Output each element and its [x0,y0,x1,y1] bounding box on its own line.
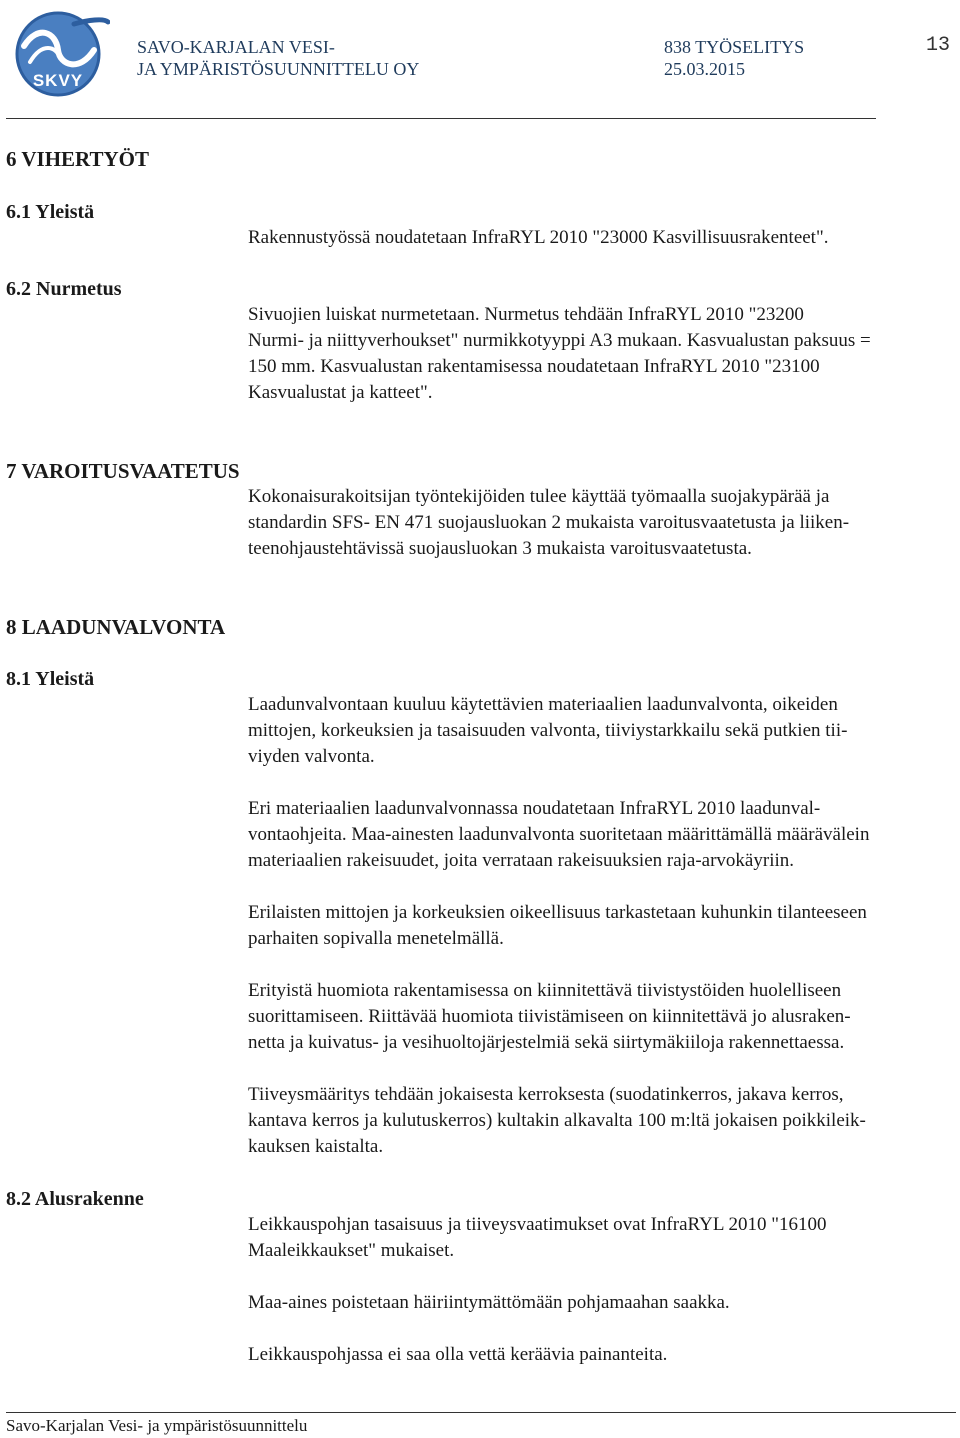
text-line: mittojen, korkeuksien ja tasaisuuden valvonta, tiiviystarkkailu sekä putkien tii- [248,720,848,741]
text-line: Tiiveysmääritys tehdään jokaisesta kerroksesta (suodatinkerros, jakava kerros, [248,1084,844,1105]
text-line: teenohjaustehtävissä suojausluokan 3 mukaista varoitusvaatetusta. [248,538,752,559]
text-line: Maaleikkaukset" mukaiset. [248,1240,455,1261]
section-6-1-heading: 6.1 Yleistä [6,201,95,223]
text-line: Kokonaisurakoitsijan työntekijöiden tulee käyttää työmaalla suojakypärää ja [248,486,830,507]
logo-text: SKVY [32,71,84,90]
header-divider [6,118,876,119]
section-6-heading: 6 VIHERTYÖT [6,147,149,171]
skvy-logo [8,6,110,98]
company-name-line1: SAVO-KARJALAN VESI- [137,37,335,57]
section-8-2-paragraph-2 [248,1290,954,1316]
footer-text: Savo-Karjalan Vesi- ja ympäristösuunnittelu [6,1416,308,1435]
text-line: Sivuojien luiskat nurmetetaan. Nurmetus tehdään InfraRYL 2010 "23200 [248,304,804,325]
text-line: Leikkauspohjassa ei saa olla vettä keräävia painanteita. [248,1344,668,1365]
section-8-1-heading: 8.1 Yleistä [6,668,95,690]
section-8-1-paragraph-3 [248,900,954,952]
text-line: 150 mm. Kasvualustan rakentamisessa noudatetaan InfraRYL 2010 "23100 [248,356,820,377]
text-line: materiaalien rakeisuudet, joita verrataan rakeisuuksien raja-arvokäyriin. [248,850,794,871]
section-6-2-paragraph [248,302,954,406]
section-6-1-paragraph [248,225,954,251]
footer-divider [6,1412,956,1413]
text-line: Nurmi- ja niittyverhoukset" nurmikkotyyppi A3 mukaan. Kasvualustan paksuus = [248,330,871,351]
text-line: Rakennustyössä noudatetaan InfraRYL 2010 "23000 Kasvillisuusrakenteet". [248,227,829,248]
section-8-2-heading: 8.2 Alusrakenne [6,1188,144,1210]
company-name-line2: JA YMPÄRISTÖSUUNNITTELU OY [137,59,420,79]
text-line: viyden valvonta. [248,746,375,767]
section-6-2-heading: 6.2 Nurmetus [6,278,122,300]
text-line: vontaohjeita. Maa-ainesten laadunvalvonta suoritetaan määrittämällä määrävälein [248,824,870,845]
text-line: Laadunvalvontaan kuuluu käytettävien materiaalien laadunvalvonta, oikeiden [248,694,838,715]
text-line: parhaiten sopivalla menetelmällä. [248,928,504,949]
document-title: 838 TYÖSELITYS [664,37,805,57]
section-7-heading: 7 VAROITUSVAATETUS [6,459,240,483]
text-line: suorittamiseen. Riittävää huomiota tiivistämiseen on kiinnitettävä jo alusraken- [248,1006,851,1027]
text-line: Maa-aines poistetaan häiriintymättömään pohjamaahan saakka. [248,1292,730,1313]
text-line: kauksen kaistalta. [248,1136,384,1157]
section-8-1-paragraph-5 [248,1082,954,1160]
text-line: netta ja kuivatus- ja vesihuoltojärjestelmiä sekä siirtymäkiiloja rakennettaessa. [248,1032,845,1053]
text-line: Eri materiaalien laadunvalvonnassa noudatetaan InfraRYL 2010 laadunval- [248,798,821,819]
section-8-1-paragraph-4 [248,978,954,1056]
text-line: Erityistä huomiota rakentamisessa on kiinnitettävä tiivistystöiden huolelliseen [248,980,842,1001]
section-8-heading: 8 LAADUNVALVONTA [6,615,226,639]
text-line: kantava kerros ja kulutuskerros) kultakin alkavalta 100 m:ltä jokaisen poikkileik- [248,1110,866,1131]
text-line: Erilaisten mittojen ja korkeuksien oikeellisuus tarkastetaan kuhunkin tilanteeseen [248,902,867,923]
page-number: 13 [926,34,951,57]
text-line: Leikkauspohjan tasaisuus ja tiiveysvaatimukset ovat InfraRYL 2010 "16100 [248,1214,827,1235]
section-8-2-paragraph-3 [248,1342,954,1368]
document-date: 25.03.2015 [664,59,745,79]
section-8-2-paragraph-1 [248,1212,954,1264]
text-line: standardin SFS- EN 471 suojausluokan 2 mukaista varoitusvaatetusta ja liiken- [248,512,850,533]
section-8-1-paragraph-1 [248,692,954,770]
section-7-paragraph [248,484,954,562]
section-8-1-paragraph-2 [248,796,954,874]
text-line: Kasvualustat ja katteet". [248,382,433,403]
